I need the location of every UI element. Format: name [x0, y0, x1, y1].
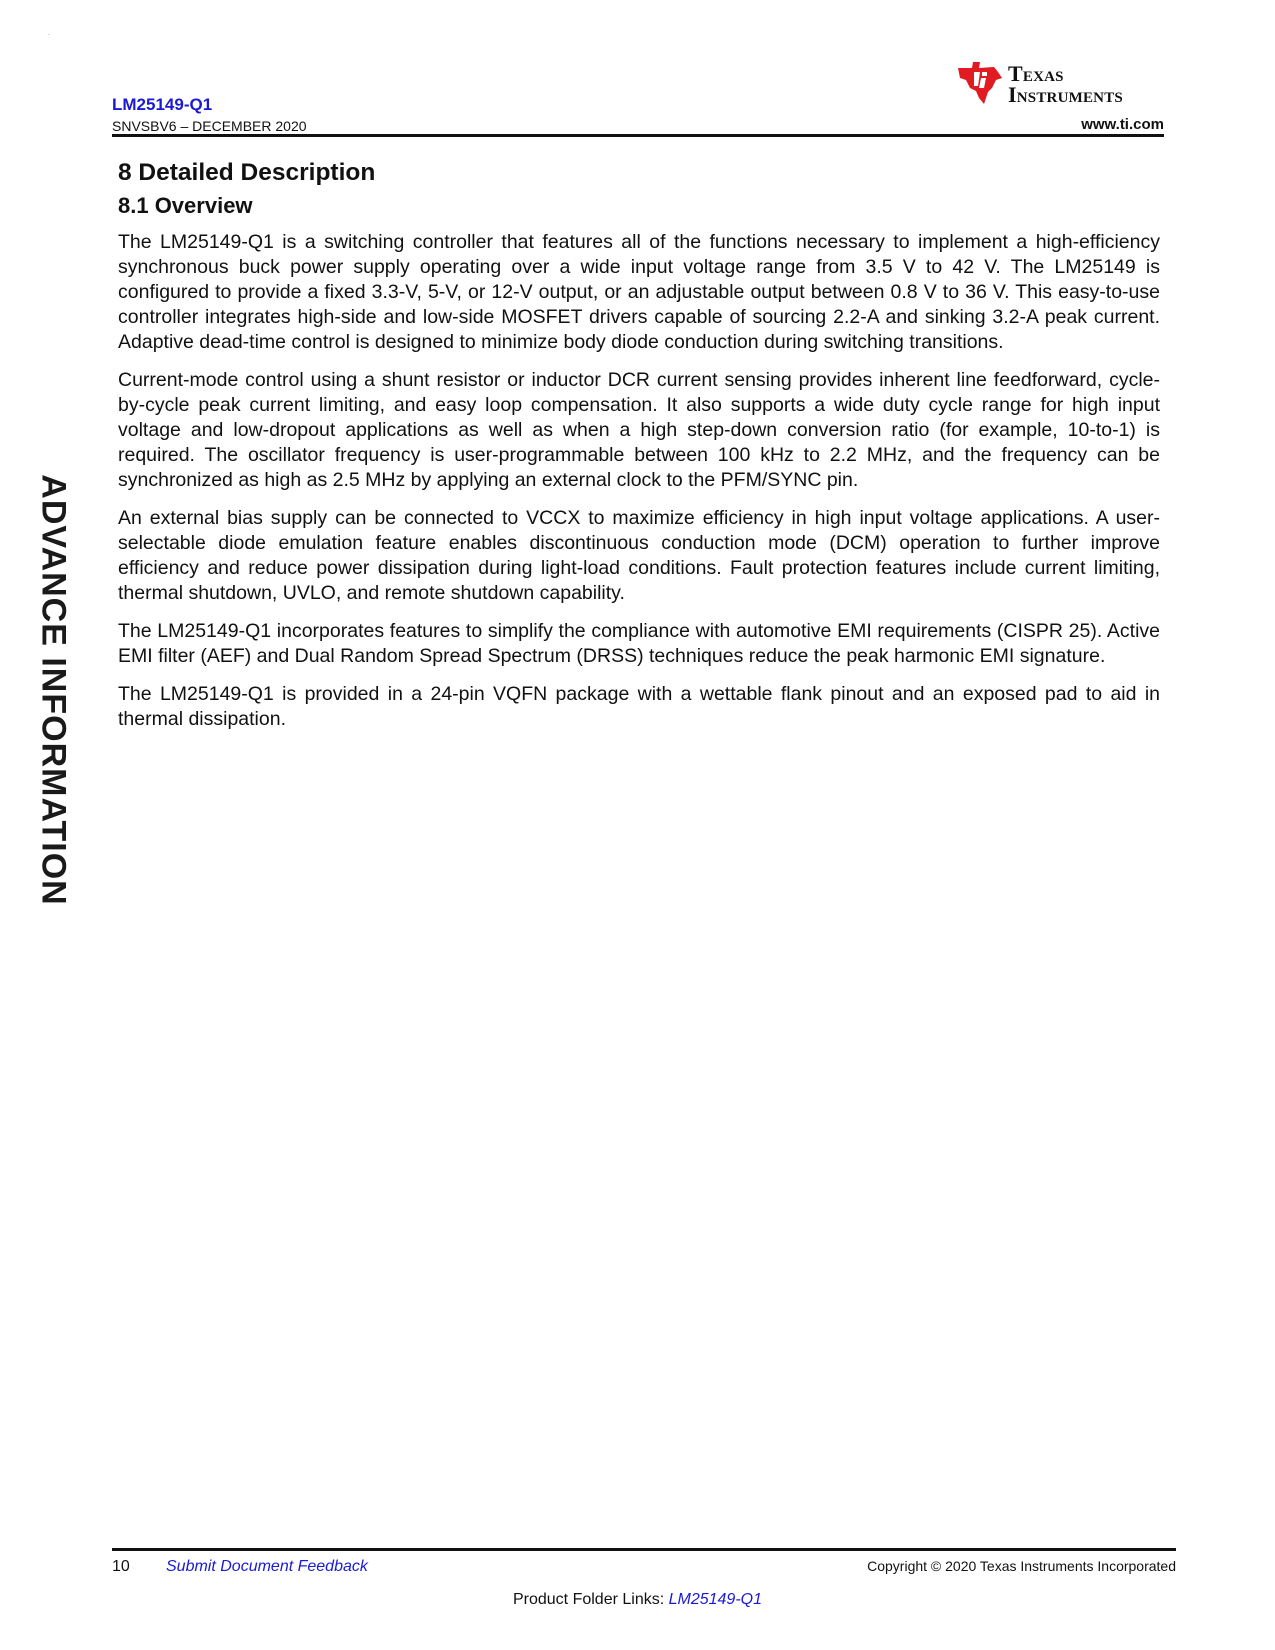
paragraph: The LM25149-Q1 is a switching controller that features all of the functions necessary to implement a high-efficiency synchronous buck power supply operating over a wide input voltage range from 3.5 V to 42 V. The LM25149 is configured to provide a fixed 3.3-V, 5-V, or 12-V output, or an adjustable output between 0.8 V to 36 V. This easy-to-use controller integrates high-side and low-side MOSFET drivers capable of sourcing 2.2-A and sinking 3.2-A peak current. Adaptive dead-time control is designed to minimize body diode conduction during switching transitions. — [118, 231, 1160, 353]
advance-information-banner: ADVANCE INFORMATION — [34, 474, 73, 906]
logo-line-1: Texas — [1008, 61, 1064, 86]
main-content — [118, 158, 1160, 745]
submit-feedback-link[interactable]: Submit Document Feedback — [166, 1558, 368, 1575]
paragraph: The LM25149-Q1 is provided in a 24-pin VQFN package with a wettable flank pinout and an exposed pad to aid in thermal dissipation. — [118, 683, 1160, 730]
paragraph: Current-mode control using a shunt resistor or inductor DCR current sensing provides inherent line feedforward, cycle-by-cycle peak current limiting, and easy loop compensation. It also supports a wide duty cycle range for high input voltage and low-dropout applications as well as when a high step-down conversion ratio (for example, 10-to-1) is required. The oscillator frequency is user-programmable between 100 kHz to 2.2 MHz, and the frequency can be synchronized as high as 2.5 MHz by applying an external clock to the PFM/SYNC pin. — [118, 369, 1160, 491]
section-title: 8 Detailed Description — [118, 159, 376, 186]
logo-line-2: Instruments — [1008, 82, 1123, 107]
ti-logo — [954, 58, 1164, 110]
footer-divider — [112, 1548, 1176, 1551]
part-number-link[interactable]: LM25149-Q1 — [112, 95, 213, 114]
page-corner-mark: . — [48, 30, 50, 37]
ti-logo-wordmark — [1008, 63, 1123, 105]
page-header — [112, 58, 1164, 138]
product-folder-link[interactable]: LM25149-Q1 — [668, 1591, 762, 1608]
product-folder-links — [0, 1591, 1275, 1609]
ti-logo-icon — [954, 58, 1006, 106]
product-folder-label: Product Folder Links: — [512, 1591, 669, 1608]
copyright-notice: Copyright © 2020 Texas Instruments Incorporated — [867, 1558, 1176, 1574]
page-number: 10 — [112, 1558, 130, 1575]
paragraph: An external bias supply can be connected to VCCX to maximize efficiency in high input voltage applications. A user-selectable diode emulation feature enables discontinuous conduction mode (DCM) operation to further improve efficiency and reduce power dissipation during light-load conditions. Fault protection features include current limiting, thermal shutdown, UVLO, and remote shutdown capability. — [118, 507, 1160, 604]
header-divider — [112, 134, 1164, 137]
website-url[interactable]: www.ti.com — [1081, 116, 1164, 133]
document-id: SNVSBV6 – DECEMBER 2020 — [112, 118, 307, 134]
subsection-title: 8.1 Overview — [118, 193, 253, 218]
paragraph: The LM25149-Q1 incorporates features to simplify the compliance with automotive EMI requirements (CISPR 25). Active EMI filter (AEF) and Dual Random Spread Spectrum (DRSS) techniques reduce the peak harmonic EMI signature. — [118, 620, 1160, 667]
